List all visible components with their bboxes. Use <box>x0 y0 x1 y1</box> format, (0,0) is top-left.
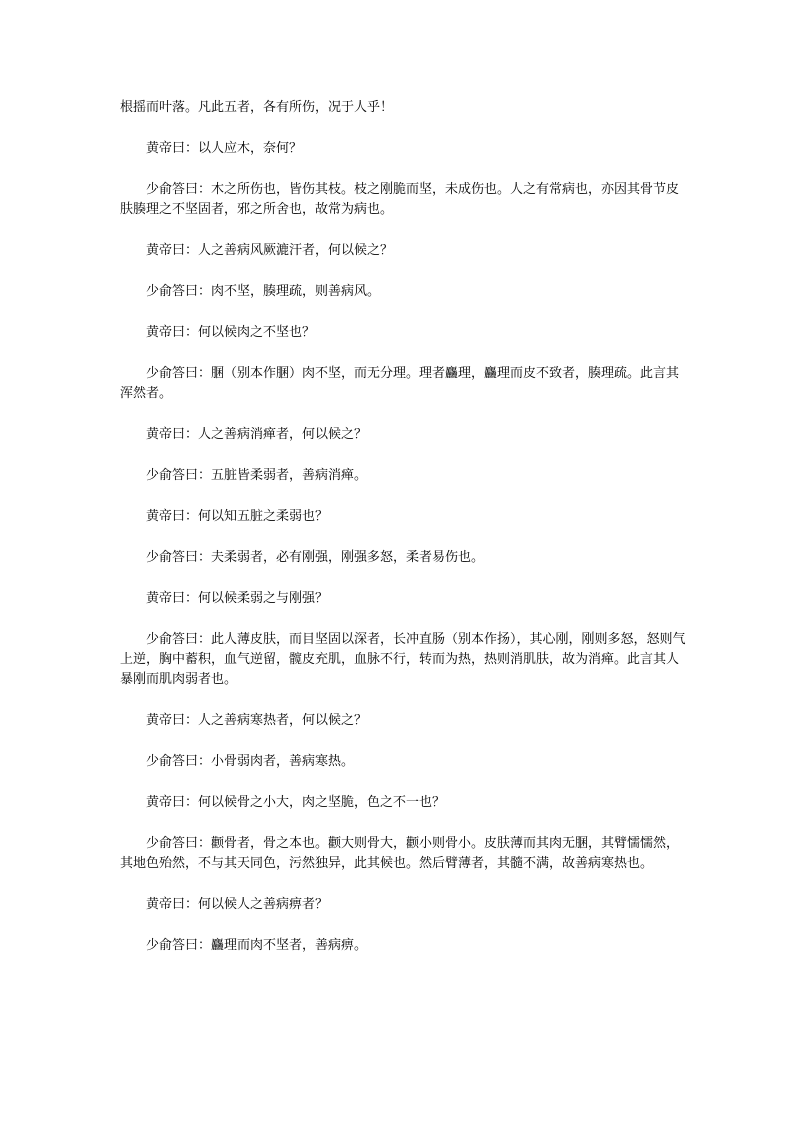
paragraph: 黄帝曰：人之善病寒热者，何以候之？ <box>146 713 368 728</box>
paragraph: 少俞答曰：此人薄皮肤，而目坚固以深者，长冲直肠（别本作扬），其心刚，刚则多怒，怒则气上逆，胸中蓄积，血气逆留，髋皮充肌，血脉不行，转而为热，热则消肌肤，故为消瘅。此言其人暴刚而肌肉弱者也。 <box>120 632 686 687</box>
paragraph: 黄帝曰：以人应木，奈何？ <box>146 141 303 156</box>
paragraph: 黄帝曰：何以知五脏之柔弱也？ <box>146 509 329 524</box>
paragraph: 黄帝曰：何以候骨之小大，肉之坚脆，色之不一也？ <box>146 795 446 810</box>
paragraph: 少俞答曰：木之所伤也，皆伤其枝。枝之刚脆而坚，未成伤也。人之有常病也，亦因其骨节皮肤腠理之不坚固者，邪之所舍也，故常为病也。 <box>120 182 680 217</box>
paragraph: 少俞答曰：小骨弱肉者，善病寒热。 <box>146 754 355 769</box>
paragraph: 少俞答曰：五脏皆柔弱者，善病消瘅。 <box>146 468 368 483</box>
paragraph: 黄帝曰：何以候人之善病痹者？ <box>146 897 329 912</box>
paragraph: 少俞答曰：肉不坚，腠理疏，则善病风。 <box>146 284 381 299</box>
paragraph: 少俞答曰：䐃（别本作䐃）肉不坚，而无分理。理者麤理，麤理而皮不致者，腠理疏。此言其浑然者。 <box>120 366 680 401</box>
paragraph: 黄帝曰：人之善病风厥漉汗者，何以候之？ <box>146 243 394 258</box>
paragraph: 少俞答曰：麤理而肉不坚者，善病痹。 <box>146 938 368 953</box>
paragraph: 黄帝曰：何以候柔弱之与刚强？ <box>146 591 329 606</box>
paragraph: 少俞答曰：颧骨者，骨之本也。颧大则骨大，颧小则骨小。皮肤薄而其肉无䐃，其臂懦懦然，其地色殆然，不与其天同色，污然独异，此其候也。然后臂薄者，其髓不满，故善病寒热也。 <box>120 836 680 871</box>
document-page <box>120 98 686 977</box>
paragraph: 少俞答曰：夫柔弱者，必有刚强，刚强多怒，柔者易伤也。 <box>146 550 485 565</box>
paragraph: 黄帝曰：人之善病消瘅者，何以候之？ <box>146 427 368 442</box>
paragraph: 根摇而叶落。凡此五者，各有所伤，况于人乎！ <box>120 100 394 115</box>
paragraph: 黄帝曰：何以候肉之不坚也？ <box>146 325 316 340</box>
